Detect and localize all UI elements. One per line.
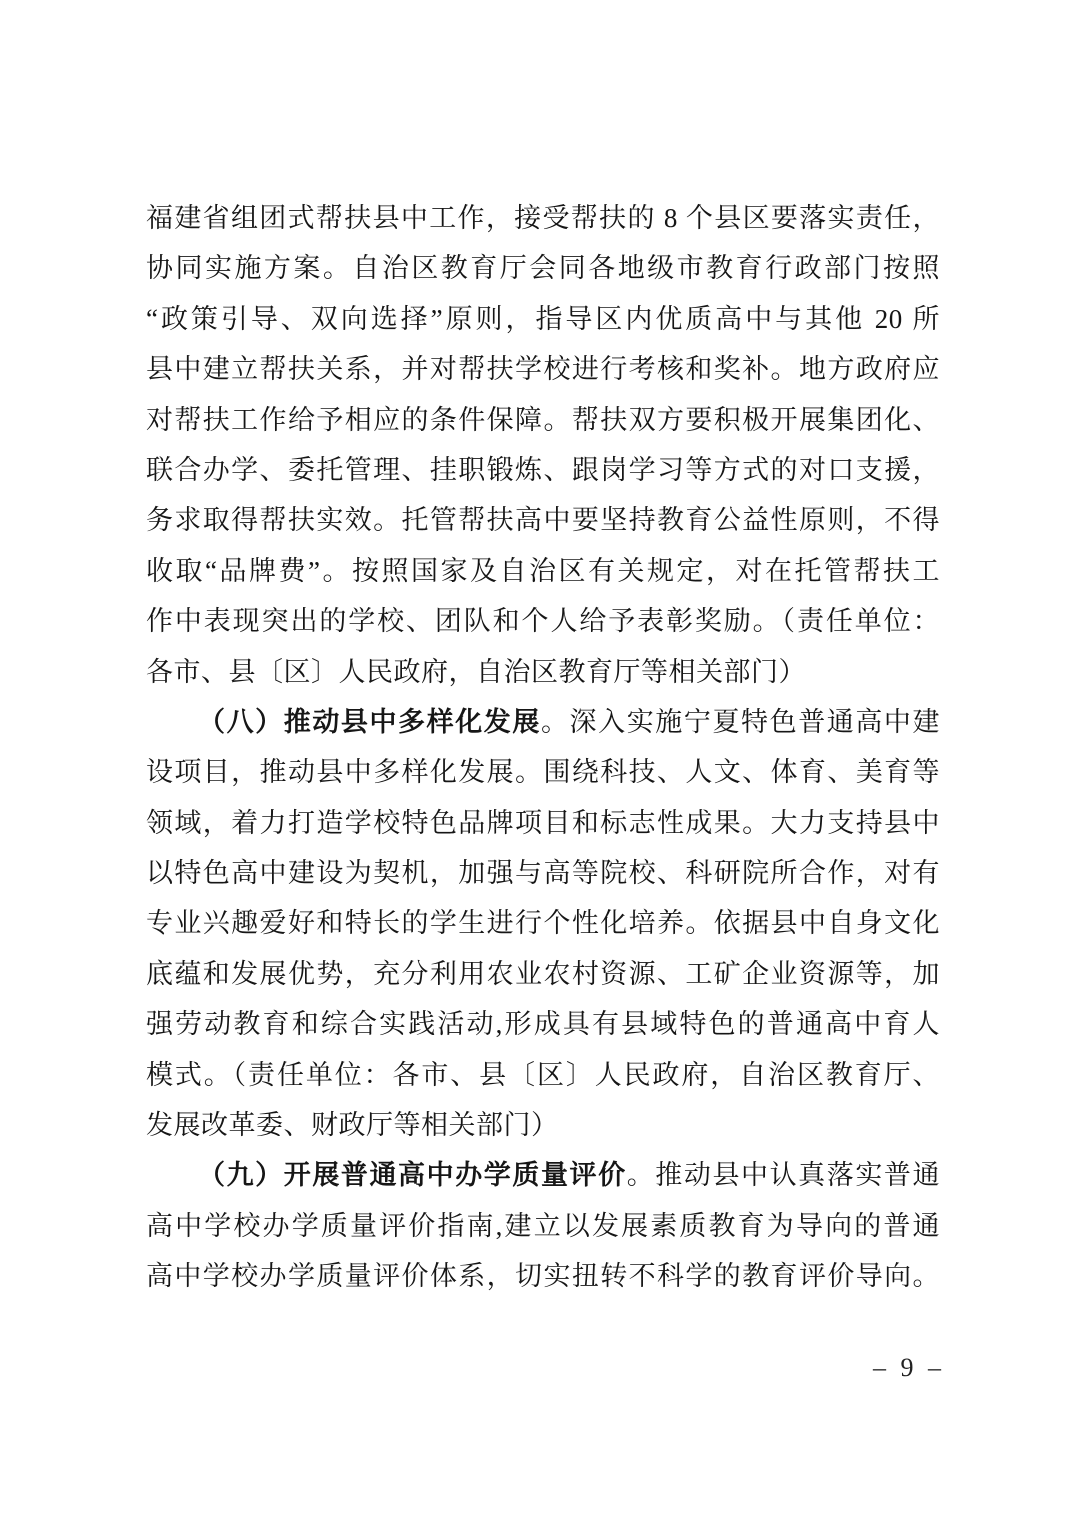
- text-line-11: [146, 697, 940, 747]
- text-line-9: [146, 596, 940, 646]
- body-text: 县中建立帮扶关系，并对帮扶学校进行考核和奖补。地方政府应: [146, 354, 940, 385]
- body-text: 高中学校办学质量评价体系，切实扭转不科学的教育评价导向。: [146, 1261, 940, 1292]
- text-line-2: [146, 243, 940, 293]
- body-text: 作中表现突出的学校、团队和个人给予表彰奖励。（责任单位：: [146, 606, 940, 637]
- section-heading-text: （八）推动县中多样化发展: [198, 706, 541, 737]
- text-line-7: [146, 495, 940, 545]
- section-heading-text: （九）开展普通高中办学质量评价: [198, 1160, 627, 1191]
- body-text: 发展改革委、财政厅等相关部门）: [146, 1110, 559, 1141]
- page-number: – 9 –: [873, 1353, 941, 1382]
- document-text-block: [146, 193, 940, 1302]
- text-line-21: [146, 1201, 940, 1251]
- text-line-1: [146, 193, 940, 243]
- body-text: 收取“品牌费”。按照国家及自治区有关规定，对在托管帮扶工: [146, 555, 940, 586]
- body-text: 。推动县中认真落实普通: [626, 1160, 941, 1191]
- body-text: “政策引导、双向选择”原则，指导区内优质高中与其他 20 所: [146, 303, 940, 334]
- text-line-17: [146, 999, 940, 1049]
- body-text: 强劳动教育和综合实践活动,形成具有县域特色的普通高中育人: [146, 1009, 940, 1040]
- body-text: 底蕴和发展优势，充分利用农业农村资源、工矿企业资源等，加: [146, 958, 940, 989]
- body-text: 高中学校办学质量评价指南,建立以发展素质教育为导向的普通: [146, 1210, 940, 1241]
- text-line-5: [146, 395, 940, 445]
- body-text: 务求取得帮扶实效。托管帮扶高中要坚持教育公益性原则，不得: [146, 505, 940, 536]
- text-line-16: [146, 949, 940, 999]
- text-line-13: [146, 798, 940, 848]
- body-text: 设项目，推动县中多样化发展。围绕科技、人文、体育、美育等: [146, 757, 940, 788]
- body-text: 联合办学、委托管理、挂职锻炼、跟岗学习等方式的对口支援，: [146, 454, 940, 485]
- text-line-6: [146, 445, 940, 495]
- text-line-3: [146, 294, 940, 344]
- text-line-22: [146, 1251, 940, 1301]
- text-line-15: [146, 898, 940, 948]
- text-line-4: [146, 344, 940, 394]
- text-line-14: [146, 848, 940, 898]
- text-line-10: [146, 647, 940, 697]
- body-text: 领域，着力打造学校特色品牌项目和标志性成果。大力支持县中: [146, 807, 940, 838]
- body-text: 模式。（责任单位：各市、县〔区〕人民政府，自治区教育厅、: [146, 1059, 940, 1090]
- text-line-12: [146, 747, 940, 797]
- body-text: 福建省组团式帮扶县中工作，接受帮扶的 8 个县区要落实责任，: [146, 203, 940, 233]
- text-line-8: [146, 546, 940, 596]
- body-text: 。深入实施宁夏特色普通高中建: [540, 706, 941, 737]
- body-text: 以特色高中建设为契机，加强与高等院校、科研院所合作，对有: [146, 858, 940, 889]
- body-text: 协同实施方案。自治区教育厅会同各地级市教育行政部门按照: [146, 253, 940, 284]
- text-line-20: [146, 1150, 940, 1200]
- text-line-19: [146, 1100, 940, 1150]
- body-text: 对帮扶工作给予相应的条件保障。帮扶双方要积极开展集团化、: [146, 404, 940, 435]
- text-line-18: [146, 1050, 940, 1100]
- body-text: 各市、县〔区〕人民政府，自治区教育厅等相关部门）: [146, 656, 806, 687]
- body-text: 专业兴趣爱好和特长的学生进行个性化培养。依据县中自身文化: [146, 908, 940, 939]
